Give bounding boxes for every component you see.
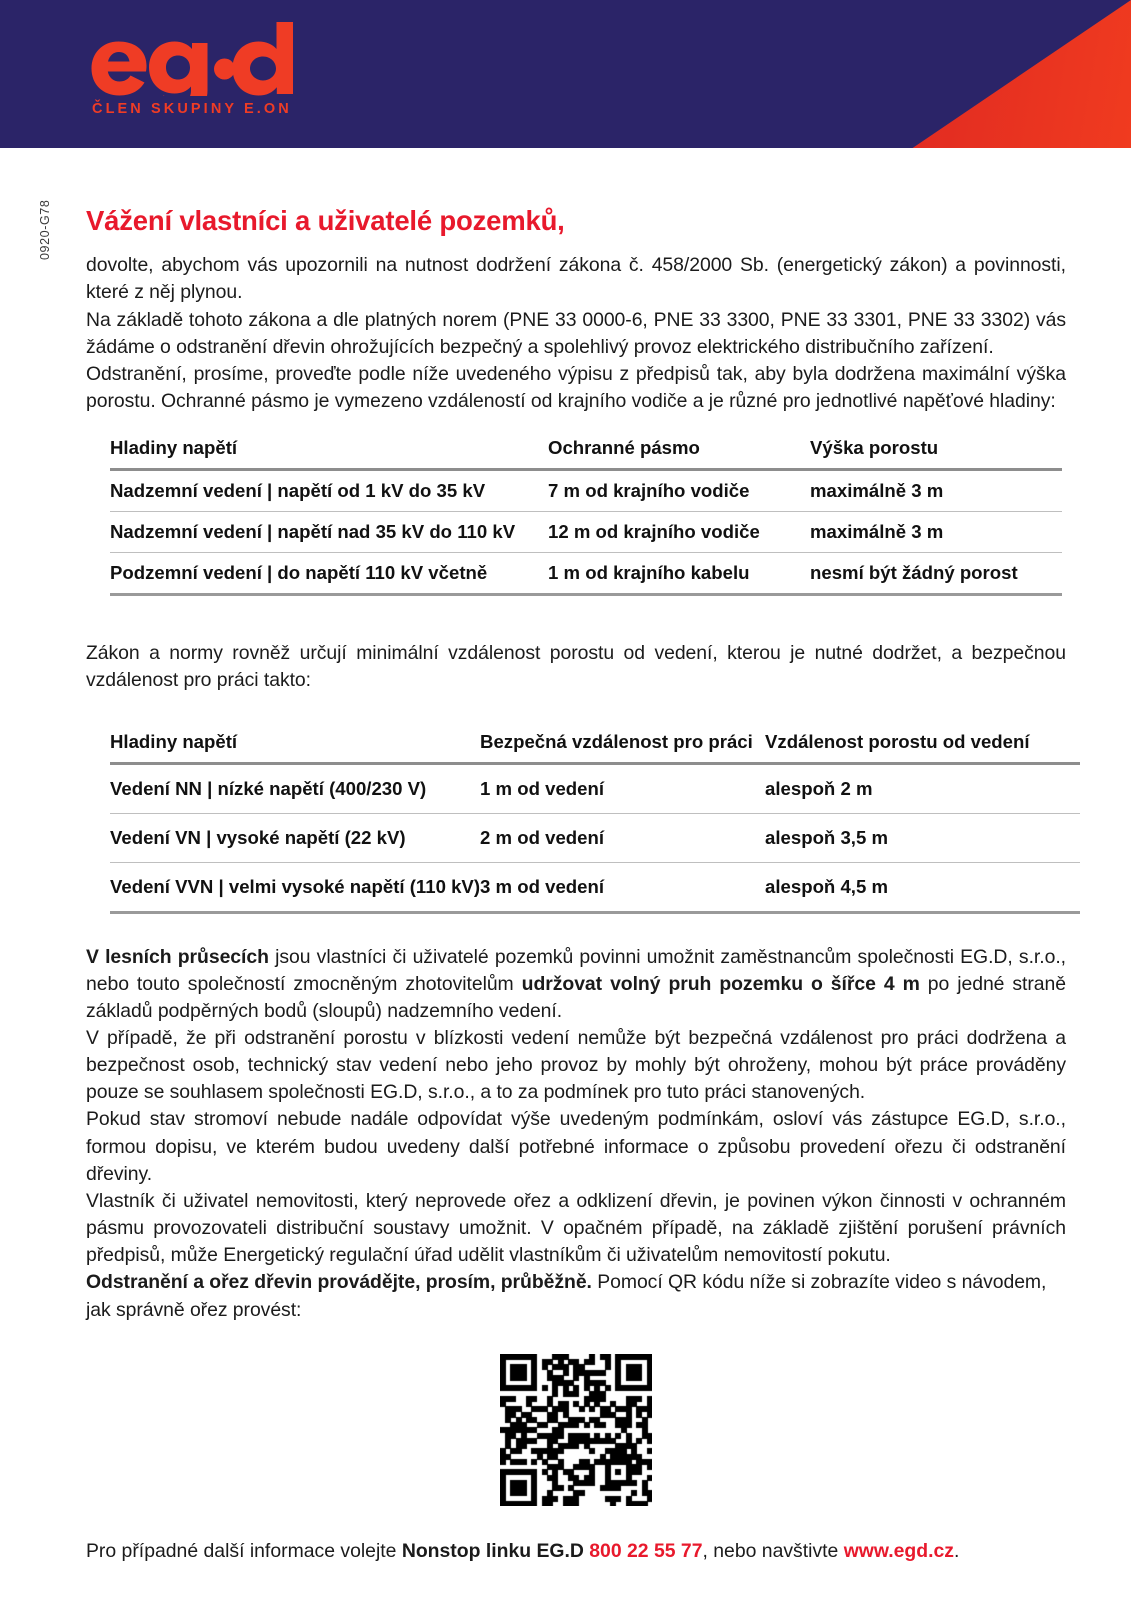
qr-instruction-paragraph bbox=[86, 1269, 1066, 1323]
qr-code-image[interactable] bbox=[500, 1354, 652, 1506]
egd-wordmark-icon bbox=[88, 22, 296, 96]
table-header-row bbox=[110, 731, 1080, 764]
table-row bbox=[110, 470, 1062, 512]
header-diagonal-accent bbox=[711, 0, 1131, 148]
footer-hotline-label: Nonstop linku EG.D bbox=[401, 1540, 584, 1562]
page-header bbox=[0, 0, 1131, 148]
qr-bold-lead: Odstranění a ořez dřevin provádějte, prosím, průběžně. bbox=[86, 1271, 592, 1294]
table-row bbox=[110, 512, 1062, 553]
table1-r1-c1: 12 m od krajního vodiče bbox=[548, 512, 810, 553]
intro-paragraph-2: Na základě tohoto zákona a dle platných norem (PNE 33 0000-6, PNE 33 3300, PNE 33 3301, PNE 33 3302) vás žádáme o odstranění dřevin ohrožujících bezpečný a spolehlivý provoz elektrického distribučního zařízení. bbox=[86, 308, 1066, 358]
footer-contact-line bbox=[86, 1538, 1066, 1564]
table2-header-distance: Vzdálenost porostu od vedení bbox=[765, 731, 1080, 764]
table-row bbox=[110, 862, 1080, 912]
table2-r0-c2: alespoň 2 m bbox=[765, 763, 1080, 813]
safe-distance-table-wrapper bbox=[86, 731, 1080, 914]
table-row bbox=[110, 813, 1080, 862]
table2-r0-c1: 1 m od vedení bbox=[480, 763, 765, 813]
forest-bold-strip: udržovat volný pruh pozemku o šířce 4 m bbox=[521, 972, 920, 995]
footer-website-link[interactable]: www.egd.cz bbox=[843, 1540, 954, 1562]
table2-r1-c1: 2 m od vedení bbox=[480, 813, 765, 862]
table2-r2-c2: alespoň 4,5 m bbox=[765, 862, 1080, 912]
forest-bold-lead: V lesních průsecích bbox=[86, 945, 269, 968]
table2-header-work: Bezpečná vzdálenost pro práci bbox=[480, 731, 765, 764]
table2-r2-c0: Vedení VVN | velmi vysoké napětí (110 kV) bbox=[110, 862, 480, 912]
mid-paragraph: Zákon a normy rovněž určují minimální vzdálenost porostu od vedení, kterou je nutné dodržet, a bezpečnou vzdálenost pro práci takto: bbox=[86, 642, 1066, 692]
table2-r1-c2: alespoň 3,5 m bbox=[765, 813, 1080, 862]
table1-r1-c2: maximálně 3 m bbox=[810, 512, 1062, 553]
qr-text: Pomocí QR kódu níže si zobrazíte video s návodem, jak správně ořez provést: bbox=[86, 1271, 1047, 1321]
intro-paragraph-1: dovolte, abychom vás upozornili na nutnost dodržení zákona č. 458/2000 Sb. (energetický zákon) a povinnosti, které z něj plynou. bbox=[86, 254, 1066, 304]
table-row bbox=[110, 763, 1080, 813]
table2-r1-c0: Vedení VN | vysoké napětí (22 kV) bbox=[110, 813, 480, 862]
forest-text-2: po jedné straně základů podpěrných bodů (sloupů) nadzemního vedení. bbox=[86, 972, 1067, 1022]
footer-lead: Pro případné další informace volejte bbox=[86, 1540, 402, 1562]
table1-r2-c2: nesmí být žádný porost bbox=[810, 553, 1062, 595]
table1-r0-c2: maximálně 3 m bbox=[810, 470, 1062, 512]
table1-r0-c1: 7 m od krajního vodiče bbox=[548, 470, 810, 512]
contact-paragraph: Pokud stav stromoví nebude nadále odpovídat výše uvedeným podmínkám, osloví vás zástupce EG.D, s.r.o., formou dopisu, ve kterém budou uvedeny další potřebné informace o způsobu provedení ořezu či odstranění dřeviny. bbox=[86, 1108, 1066, 1185]
table1-header-levels: Hladiny napětí bbox=[110, 437, 548, 470]
table1-r2-c0: Podzemní vedení | do napětí 110 kV včetně bbox=[110, 553, 548, 595]
safe-distance-table bbox=[110, 731, 1080, 914]
protection-zone-table-wrapper bbox=[86, 437, 1062, 596]
table2-r2-c1: 3 m od vedení bbox=[480, 862, 765, 912]
qr-code-area bbox=[86, 1354, 1066, 1506]
brand-tagline: ČLEN SKUPINY E.ON bbox=[92, 101, 292, 117]
table1-r0-c0: Nadzemní vedení | napětí od 1 kV do 35 kV bbox=[110, 470, 548, 512]
forest-text-1: jsou vlastníci či uživatelé pozemků povinni umožnit zaměstnancům společnosti EG.D, s.r.o., nebo touto společností zmocněným zhotovitelům bbox=[86, 945, 1066, 995]
table2-header-levels: Hladiny napětí bbox=[110, 731, 480, 764]
table-row bbox=[110, 553, 1062, 595]
document-code: 0920-G78 bbox=[38, 199, 52, 260]
table1-r2-c1: 1 m od krajního kabelu bbox=[548, 553, 810, 595]
footer-end: . bbox=[953, 1540, 960, 1562]
page-title: Vážení vlastníci a uživatelé pozemků, bbox=[86, 205, 565, 236]
forest-paragraph bbox=[86, 944, 1066, 1025]
table2-r0-c0: Vedení NN | nízké napětí (400/230 V) bbox=[110, 763, 480, 813]
footer-middle: , nebo navštivte bbox=[702, 1540, 844, 1562]
document-body bbox=[86, 206, 1066, 1506]
protection-zone-table bbox=[110, 437, 1062, 596]
table1-header-height: Výška porostu bbox=[810, 437, 1062, 470]
table1-header-zone: Ochranné pásmo bbox=[548, 437, 810, 470]
case-paragraph: V případě, že při odstranění porostu v blízkosti vedení nemůže být bezpečná vzdálenost pro práci dodržena a bezpečnost osob, technický stav vedení nebo jeho provoz by mohly být ohroženy, mohou být práce prováděny pouze se souhlasem společnosti EG.D, s.r.o., a to za podmínek pro tuto práci stanovených. bbox=[86, 1026, 1066, 1104]
brand-logo bbox=[88, 22, 318, 117]
table-header-row bbox=[110, 437, 1062, 470]
intro-paragraph-3: Odstranění, prosíme, proveďte podle níže uvedeného výpisu z předpisů tak, aby byla dodržena maximální výška porostu. Ochranné pásmo je vymezeno vzdáleností od krajního vodiče a je různé pro jednotlivé napěťové hladiny: bbox=[86, 362, 1066, 413]
footer-phone-number[interactable]: 800 22 55 77 bbox=[589, 1540, 703, 1562]
table1-r1-c0: Nadzemní vedení | napětí nad 35 kV do 110 kV bbox=[110, 512, 548, 553]
penalty-paragraph: Vlastník či uživatel nemovitosti, který neprovede ořez a odklizení dřevin, je povinen výkon činnosti v ochranném pásmu provozovateli distribuční soustavy umožnit. V opačném případě, na základě zjištění porušení právních předpisů, může Energetický regulační úřad udělit vlastníkům či uživatelům nemovitostí pokutu. bbox=[86, 1189, 1066, 1267]
